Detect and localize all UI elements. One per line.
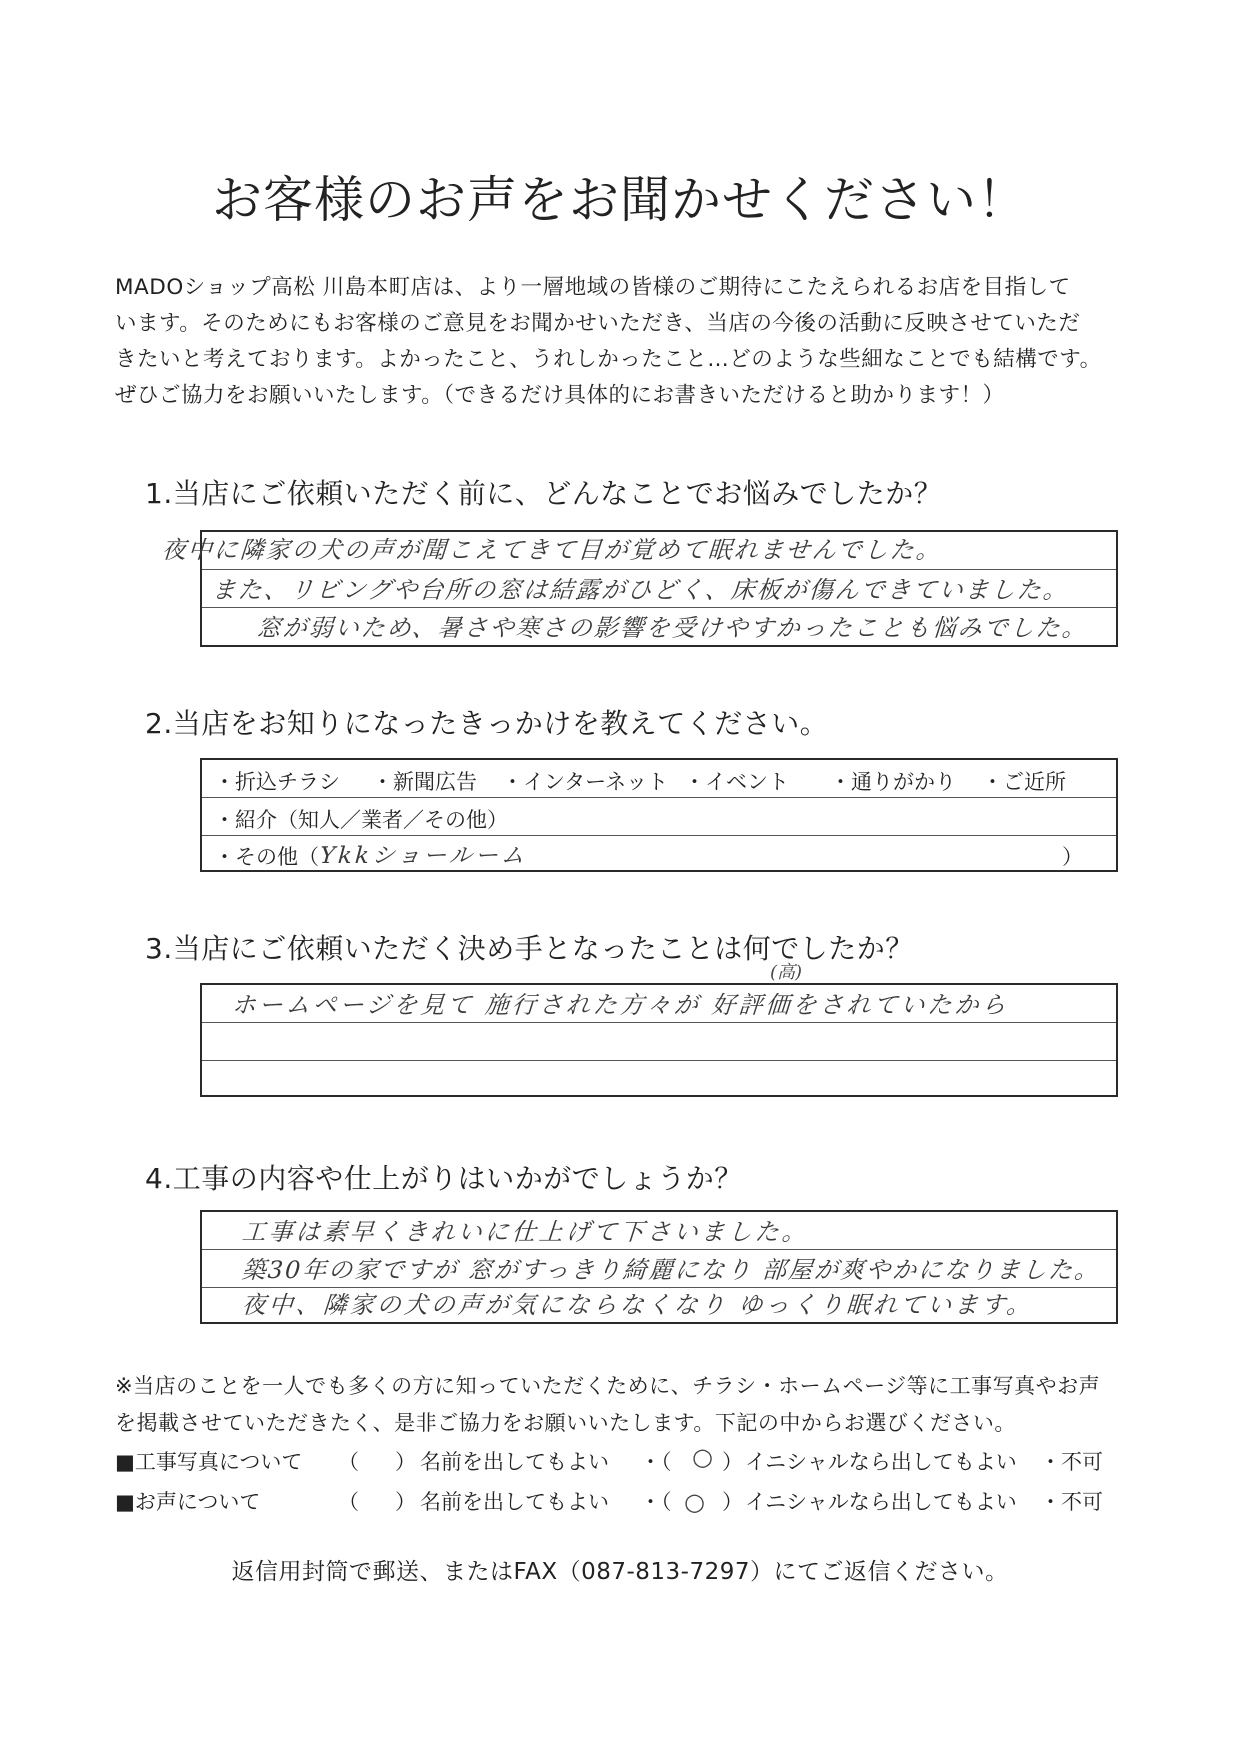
- consent-photo-no-option[interactable]: ・不可: [1040, 1450, 1103, 1474]
- option-referral[interactable]: ・紹介（知人／業者／その他）: [214, 808, 508, 832]
- q2-options-row: [202, 836, 1116, 872]
- option-other-close: ）: [1062, 845, 1083, 869]
- q2-options-row: [202, 798, 1116, 836]
- consent-photo-initial-open[interactable]: ・（: [640, 1450, 672, 1474]
- consent-voice-name-open[interactable]: （: [338, 1490, 359, 1514]
- q4-answer-row: [202, 1250, 1116, 1288]
- q1-answer-line: また、リビングや台所の窓は結露がひどく、床板が傷んできていました。: [210, 576, 1070, 604]
- page-title: お客様のお声をお聞かせください！: [212, 171, 1028, 229]
- consent-voice-row: [0, 1486, 1240, 1522]
- q3-heading: 3.当店にご依頼いただく決め手となったことは何でしたか？: [145, 932, 914, 965]
- q1-heading: 1.当店にご依頼いただく前に、どんなことでお悩みでしたか？: [145, 477, 943, 510]
- q3-annotation: (高): [770, 962, 803, 983]
- consent-voice-name-option: 名前を出してもよい: [420, 1490, 609, 1514]
- option-neighbor[interactable]: ・ご近所: [982, 770, 1066, 794]
- consent-photo-row: [0, 1443, 1240, 1482]
- option-newspaper[interactable]: ・新聞広告: [372, 770, 477, 794]
- option-event[interactable]: ・イベント: [684, 770, 789, 794]
- q3-answer-row: [202, 1023, 1116, 1061]
- consent-voice-initial-option: イニシャルなら出してもよい: [745, 1490, 1017, 1514]
- q2-options-box: [200, 758, 1118, 872]
- q1-answer-box[interactable]: [160, 530, 1118, 647]
- option-flyer[interactable]: ・折込チラシ: [214, 770, 340, 794]
- q4-answer-row: [202, 1212, 1116, 1250]
- consent-photo-name-open[interactable]: （: [338, 1450, 359, 1474]
- intro-line: います。そのためにもお客様のご意見をお聞かせいただき、当店の今後の活動に反映させていただ: [115, 311, 1081, 336]
- consent-voice-mark[interactable]: ○: [684, 1488, 705, 1516]
- q2-options-row: [202, 760, 1116, 798]
- consent-voice-label: ■お声について: [115, 1490, 261, 1514]
- q1-answer-row: [202, 570, 1116, 608]
- option-other-answer[interactable]: Ykkショールーム: [318, 843, 528, 869]
- q1-answer-line: 夜中に隣家の犬の声が聞こえてきて目が覚めて眠れませんでした。: [160, 536, 943, 564]
- consent-voice-name-close[interactable]: ）: [395, 1490, 416, 1514]
- consent-photo-label: ■工事写真について: [115, 1450, 303, 1474]
- q4-heading: 4.工事の内容や仕上がりはいかがでしょうか？: [145, 1162, 743, 1195]
- q3-answer-box[interactable]: [200, 983, 1118, 1097]
- q3-answer-line: ホームページを見て 施行された方々が 好評価をされていたから: [230, 991, 1010, 1019]
- consent-photo-name-close[interactable]: ）: [395, 1450, 416, 1474]
- consent-voice-initial-close[interactable]: ）: [722, 1490, 743, 1514]
- q4-answer-row: [202, 1288, 1116, 1322]
- q3-answer-row: [202, 1061, 1116, 1095]
- intro-text: [115, 270, 1145, 414]
- q2-heading: 2.当店をお知りになったきっかけを教えてください。: [145, 707, 829, 740]
- consent-photo-mark[interactable]: ○: [692, 1443, 713, 1471]
- option-other[interactable]: ・その他（: [214, 845, 319, 869]
- q4-answer-line: 築30年の家ですが 窓がすっきり綺麗になり 部屋が爽やかになりました。: [240, 1256, 1102, 1284]
- consent-note: を掲載させていただきたく、是非ご協力をお願いいたします。下記の中からお選びください。: [115, 1411, 1016, 1435]
- intro-line: MADOショップ高松 川島本町店は、より一層地域の皆様のご期待にこたえられるお店を目指して: [115, 275, 1071, 300]
- consent-voice-initial-open[interactable]: ・（: [640, 1490, 672, 1514]
- consent-photo-name-option: 名前を出してもよい: [420, 1450, 609, 1474]
- footer-instructions: 返信用封筒で郵送、またはFAX（087-813-7297）にてご返信ください。: [231, 1559, 1009, 1585]
- q3-answer-row: [202, 985, 1116, 1023]
- consent-note: ※当店のことを一人でも多くの方に知っていただくために、チラシ・ホームページ等に工事写真やお声: [115, 1374, 1101, 1398]
- q4-answer-box[interactable]: [200, 1210, 1118, 1324]
- q1-answer-row: [160, 532, 1116, 570]
- q1-answer-row: [202, 608, 1116, 645]
- consent-photo-initial-close[interactable]: ）: [722, 1450, 743, 1474]
- consent-voice-no-option[interactable]: ・不可: [1040, 1490, 1103, 1514]
- q4-answer-line: 工事は素早くきれいに仕上げて下さいました。: [240, 1218, 810, 1246]
- q1-answer-line: 窓が弱いため、暑さや寒さの影響を受けやすかったことも悩みでした。: [255, 614, 1089, 642]
- q4-answer-line: 夜中、隣家の犬の声が気にならなくなり ゆっくり眠れています。: [240, 1291, 1035, 1319]
- option-internet[interactable]: ・インターネット: [502, 770, 669, 794]
- option-passing-by[interactable]: ・通りがかり: [830, 770, 956, 794]
- intro-line: ぜひご協力をお願いいたします。（できるだけ具体的にお書きいただけると助かります！）: [115, 383, 1005, 408]
- consent-photo-initial-option: イニシャルなら出してもよい: [745, 1450, 1017, 1474]
- intro-line: きたいと考えております。よかったこと、うれしかったこと…どのような些細なことでも結構です。: [115, 347, 1102, 372]
